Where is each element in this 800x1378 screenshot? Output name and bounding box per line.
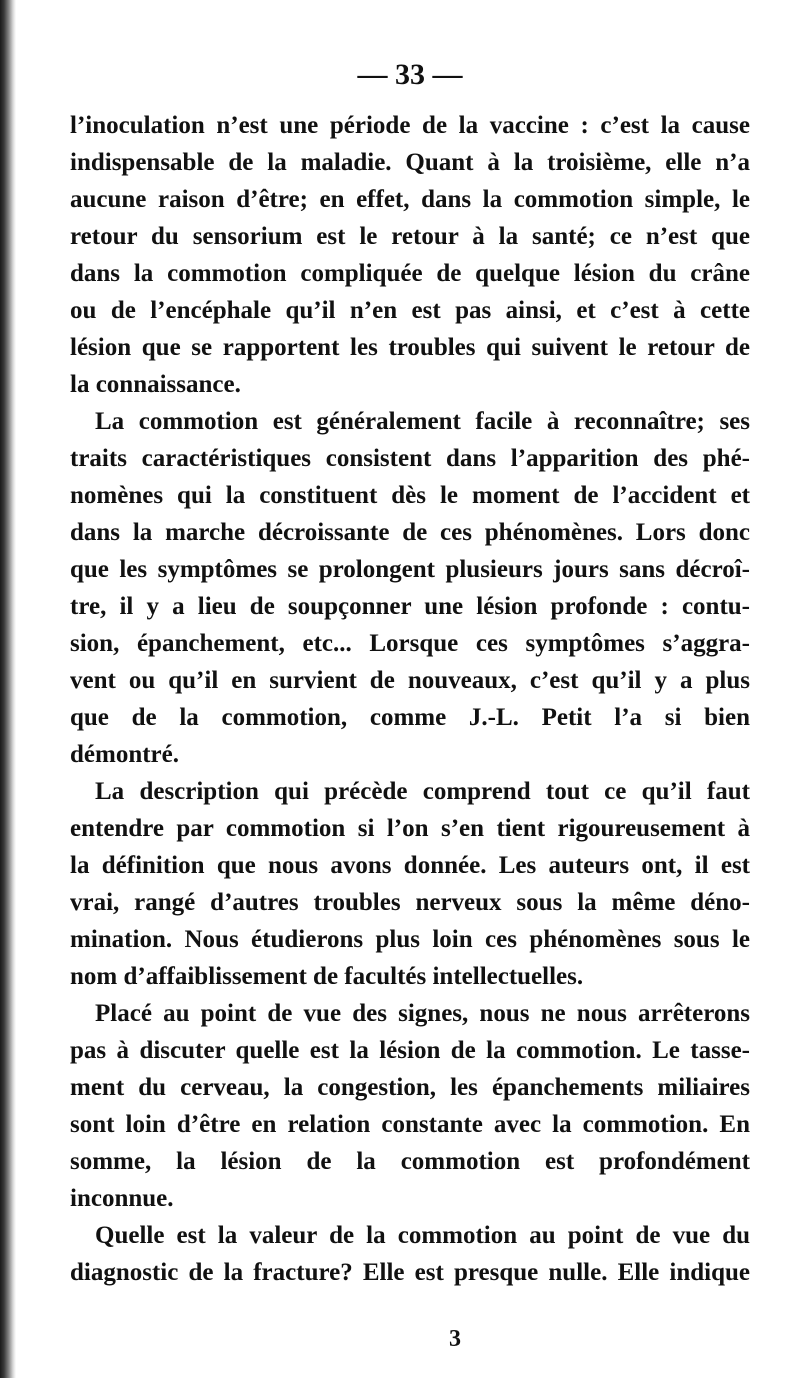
text-line: mination. Nous étudierons plus loin ces phénomènes sous le bbox=[70, 926, 750, 953]
text-line: dans la commotion compliquée de quelque lésion du crâne bbox=[70, 260, 750, 287]
body-text bbox=[70, 107, 750, 1291]
text-line: tre, il y a lieu de soupçonner une lésion profonde : contu- bbox=[70, 593, 750, 620]
page-binding-edge bbox=[0, 0, 16, 1378]
text-line: Quelle est la valeur de la commotion au point de vue du bbox=[95, 1222, 750, 1249]
text-line: La description qui précède comprend tout ce qu’il faut bbox=[95, 778, 750, 805]
text-line: ment du cerveau, la congestion, les épanchements miliaires bbox=[70, 1074, 750, 1101]
text-line: la définition que nous avons donnée. Les auteurs ont, il est bbox=[70, 852, 750, 879]
text-line: traits caractéristiques consistent dans l’apparition des phé- bbox=[70, 445, 750, 472]
text-line: démontré. bbox=[70, 741, 179, 768]
text-line: indispensable de la maladie. Quant à la troisième, elle n’a bbox=[70, 149, 750, 176]
text-line: diagnostic de la fracture? Elle est presque nulle. Elle indique bbox=[70, 1259, 750, 1286]
signature-mark: 3 bbox=[449, 1326, 461, 1352]
text-line: que de la commotion, comme J.-L. Petit l’a si bien bbox=[70, 704, 750, 731]
page-number: — 33 — bbox=[357, 58, 463, 91]
text-line: nom d’affaiblissement de facultés intellectuelles. bbox=[70, 963, 584, 990]
text-line: que les symptômes se prolongent plusieurs jours sans décroî- bbox=[70, 556, 750, 583]
text-line: retour du sensorium est le retour à la santé; ce n’est que bbox=[70, 223, 750, 250]
text-line: ou de l’encéphale qu’il n’en est pas ainsi, et c’est à cette bbox=[70, 297, 750, 324]
text-line: inconnue. bbox=[70, 1185, 174, 1212]
text-line: lésion que se rapportent les troubles qui suivent le retour de bbox=[70, 334, 750, 361]
text-line: sont loin d’être en relation constante avec la commotion. En bbox=[70, 1111, 750, 1138]
text-line: aucune raison d’être; en effet, dans la commotion simple, le bbox=[70, 186, 750, 213]
text-line: l’inoculation n’est une période de la vaccine : c’est la cause bbox=[70, 112, 750, 139]
text-line: vrai, rangé d’autres troubles nerveux sous la même déno- bbox=[70, 889, 750, 916]
text-line: dans la marche décroissante de ces phénomènes. Lors donc bbox=[70, 519, 750, 546]
text-line: nomènes qui la constituent dès le moment de l’accident et bbox=[70, 482, 750, 509]
text-line: vent ou qu’il en survient de nouveaux, c’est qu’il y a plus bbox=[70, 667, 750, 694]
text-line: la connaissance. bbox=[70, 371, 241, 398]
text-line: Placé au point de vue des signes, nous ne nous arrêterons bbox=[95, 1000, 750, 1027]
text-line: La commotion est généralement facile à reconnaître; ses bbox=[95, 408, 750, 435]
text-line: sion, épanchement, etc... Lorsque ces symptômes s’aggra- bbox=[70, 630, 750, 657]
text-line: entendre par commotion si l’on s’en tient rigoureusement à bbox=[70, 815, 750, 842]
book-page bbox=[70, 55, 750, 1355]
text-line: pas à discuter quelle est la lésion de la commotion. Le tasse- bbox=[70, 1037, 750, 1064]
text-line: somme, la lésion de la commotion est profondément bbox=[70, 1148, 750, 1175]
